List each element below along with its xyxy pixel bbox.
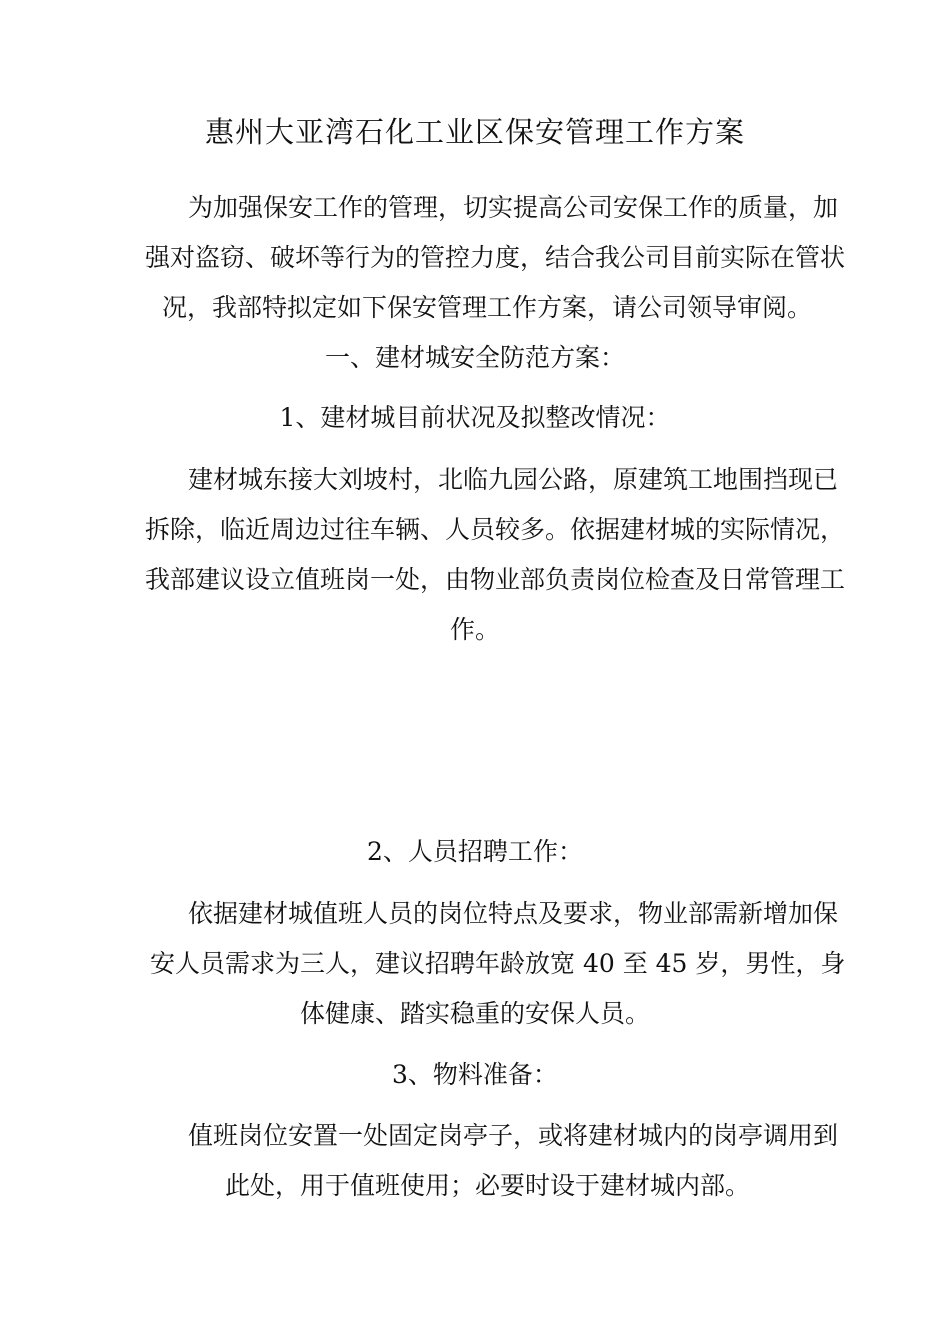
subsection-heading-3: 3、物料准备：: [392, 1060, 558, 1089]
paragraph-line: 作。: [449, 615, 500, 644]
paragraph-line: 值班岗位安置一处固定岗亭子，或将建材城内的岗亭调用到: [188, 1121, 839, 1150]
paragraph-line: 我部建议设立值班岗一处，由物业部负责岗位检查及日常管理工: [145, 565, 846, 594]
intro-line: 强对盗窃、破坏等行为的管控力度，结合我公司目前实际在管状: [145, 243, 846, 272]
section-heading-1: 一、建材城安全防范方案：: [324, 343, 625, 372]
paragraph-line: 安人员需求为三人，建议招聘年龄放宽 40 至 45 岁，男性，身: [150, 949, 846, 978]
paragraph-line: 体健康、踏实稳重的安保人员。: [299, 999, 650, 1028]
subsection-heading-1: 1、建材城目前状况及拟整改情况：: [279, 403, 671, 432]
paragraph-line: 此处，用于值班使用；必要时设于建材城内部。: [225, 1171, 751, 1200]
paragraph-line: 建材城东接大刘坡村，北临九园公路，原建筑工地围挡现已: [188, 465, 839, 494]
document-title: 惠州大亚湾石化工业区保安管理工作方案: [204, 115, 745, 149]
paragraph-line: 拆除，临近周边过往车辆、人员较多。依据建材城的实际情况，: [145, 515, 846, 544]
subsection-heading-2: 2、人员招聘工作：: [367, 837, 583, 866]
intro-line: 为加强保安工作的管理，切实提高公司安保工作的质量，加: [188, 193, 839, 222]
intro-line: 况，我部特拟定如下保安管理工作方案，请公司领导审阅。: [162, 293, 813, 322]
paragraph-line: 依据建材城值班人员的岗位特点及要求，物业部需新增加保: [188, 899, 839, 928]
